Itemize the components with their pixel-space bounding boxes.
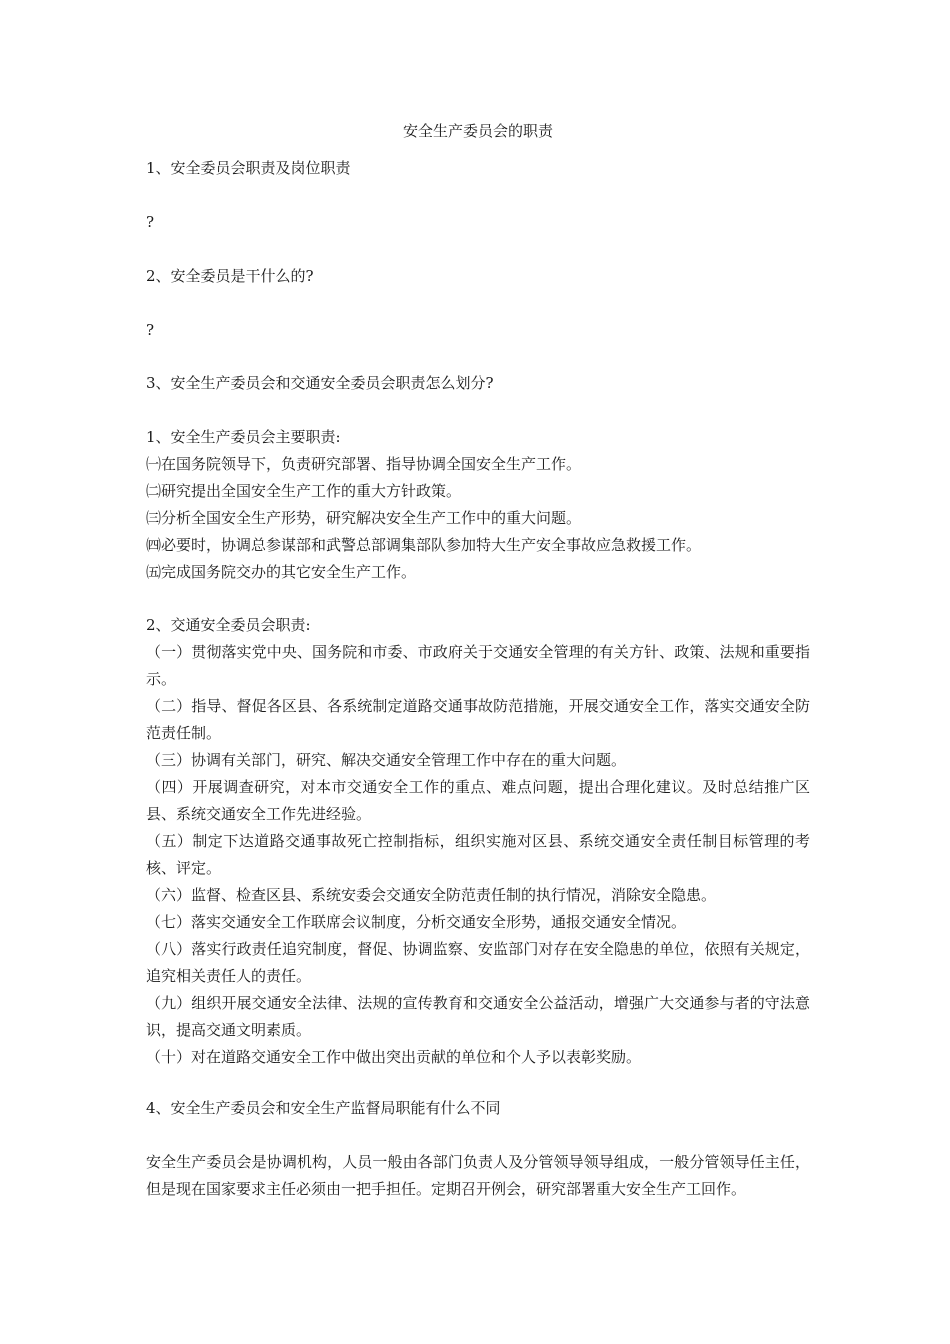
answer-paragraph: 安全生产委员会是协调机构，人员一般由各部门负责人及分管领导领导组成，一般分管领导任主任，但是现在国家要求主任必须由一把手担任。定期召开例会，研究部署重大安全生产工回作。 — [146, 1153, 810, 1198]
section-1-item: ㈣必要时，协调总参谋部和武警总部调集部队参加特大生产安全事故应急救援工作。 — [146, 536, 702, 554]
section-2-item: （十）对在道路交通安全工作中做出突出贡献的单位和个人予以表彰奖励。 — [146, 1048, 642, 1066]
section-1-item: ㈤完成国务院交办的其它安全生产工作。 — [146, 563, 417, 581]
section-1-heading: 1、安全生产委员会主要职责: — [146, 428, 341, 446]
question-1: 1、安全委员会职责及岗位职责 — [146, 159, 351, 177]
section-2-item: （二）指导、督促各区县、各系统制定道路交通事故防范措施，开展交通安全工作，落实交通安全防范责任制。 — [146, 697, 810, 742]
section-2-item: （一）贯彻落实党中央、国务院和市委、市政府关于交通安全管理的有关方针、政策、法规和重要指示。 — [146, 643, 810, 688]
question-4: 4、安全生产委员会和安全生产监督局职能有什么不同 — [146, 1099, 501, 1117]
section-1-item: ㈢分析全国安全生产形势，研究解决安全生产工作中的重大问题。 — [146, 509, 582, 527]
section-1-item: ㈡研究提出全国安全生产工作的重大方针政策。 — [146, 482, 462, 500]
section-2-item: （三）协调有关部门，研究、解决交通安全管理工作中存在的重大问题。 — [146, 751, 627, 769]
section-2-item: （五）制定下达道路交通事故死亡控制指标，组织实施对区县、系统交通安全责任制目标管理的考核、评定。 — [146, 832, 810, 877]
document-title: 安全生产委员会的职责 — [402, 122, 553, 140]
section-2-item: （七）落实交通安全工作联席会议制度，分析交通安全形势，通报交通安全情况。 — [146, 913, 687, 931]
question-2: 2、安全委员是干什么的? — [146, 267, 314, 285]
question-mark-2: ? — [146, 321, 155, 339]
section-2-item: （六）监督、检查区县、系统安委会交通安全防范责任制的执行情况，消除安全隐患。 — [146, 886, 717, 904]
section-2-item: （四）开展调查研究，对本市交通安全工作的重点、难点问题，提出合理化建议。及时总结推广区县、系统交通安全工作先进经验。 — [146, 778, 810, 823]
question-3: 3、安全生产委员会和交通安全委员会职责怎么划分? — [146, 374, 494, 392]
section-1-item: ㈠在国务院领导下，负责研究部署、指导协调全国安全生产工作。 — [146, 455, 582, 473]
section-2-heading: 2、交通安全委员会职责: — [146, 616, 311, 634]
section-2-item: （八）落实行政责任追究制度，督促、协调监察、安监部门对存在安全隐患的单位，依照有关规定，追究相关责任人的责任。 — [146, 940, 810, 985]
question-mark-1: ? — [146, 213, 155, 231]
section-2-item: （九）组织开展交通安全法律、法规的宣传教育和交通安全公益活动，增强广大交通参与者的守法意识，提高交通文明素质。 — [146, 994, 810, 1039]
